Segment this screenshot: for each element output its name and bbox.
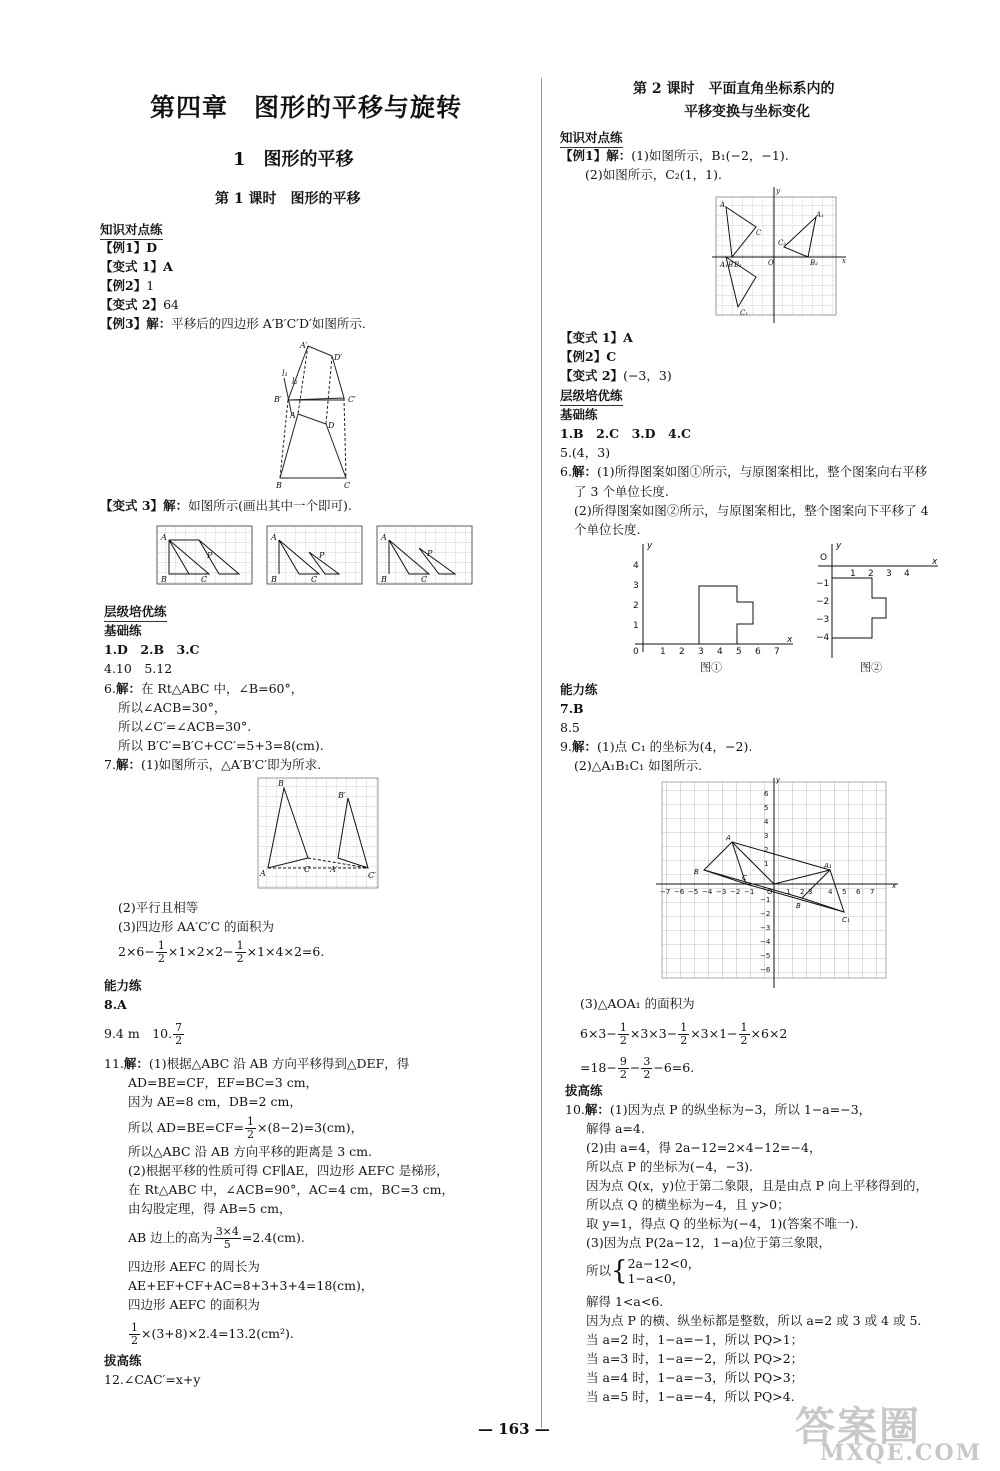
heading-tiered: 层级培优练 [104, 604, 167, 622]
text: (1)根据△ABC 沿 AB 方向平移得到△DEF，得 [148, 1056, 410, 1071]
svg-text:l₁: l₁ [282, 369, 288, 378]
num: 6. [560, 464, 572, 479]
label: 【例2】 [560, 349, 607, 364]
svg-text:A: A [260, 869, 266, 878]
fraction [739, 1022, 750, 1047]
svg-text:1: 1 [633, 621, 639, 631]
svg-text:A: A [271, 533, 277, 542]
denominator: 2 [680, 1034, 688, 1047]
svg-text:2: 2 [679, 647, 685, 657]
figure-coordinate-example1 [712, 185, 852, 325]
svg-text:A: A [726, 834, 731, 842]
jie: 解： [115, 757, 141, 772]
solution-line: 四边形 AEFC 的面积为 [128, 1297, 260, 1312]
text: 2×6− [118, 944, 155, 959]
svg-text:P: P [427, 549, 433, 558]
svg-text:6: 6 [764, 790, 769, 798]
svg-text:2: 2 [633, 601, 639, 611]
text: 9.4 m 10. [104, 1026, 173, 1041]
svg-text:O: O [768, 259, 774, 267]
heading-advanced: 拔高练 [565, 1083, 603, 1098]
svg-text:A₁: A₁ [824, 862, 832, 870]
numerator: 1 [740, 1021, 748, 1034]
watermark-logo: 答案圈 [795, 1403, 921, 1450]
fraction [156, 940, 167, 965]
svg-text:B: B [381, 575, 387, 584]
svg-text:1: 1 [850, 569, 856, 579]
svg-text:−6: −6 [674, 888, 685, 896]
svg-text:−4: −4 [702, 888, 713, 896]
text: 在 Rt△ABC 中，∠B=60°， [140, 681, 304, 696]
svg-text:3: 3 [633, 581, 639, 591]
svg-text:3: 3 [886, 569, 892, 579]
text: ×(3+8)×2.4=13.2(cm²). [141, 1326, 294, 1341]
solution-line: 四边形 AEFC 的周长为 [128, 1259, 260, 1274]
denominator: 2 [157, 952, 165, 965]
svg-text:1: 1 [660, 647, 666, 657]
svg-text:B: B [796, 902, 801, 910]
svg-text:7: 7 [870, 888, 875, 896]
solution-line: (3)因为点 P(2a−12，1−a)位于第三象限， [586, 1235, 832, 1250]
svg-text:−2: −2 [760, 910, 771, 918]
svg-text:−6: −6 [760, 966, 771, 974]
answer-line [560, 464, 927, 480]
svg-text:C: C [201, 575, 208, 584]
svg-text:−1: −1 [744, 888, 755, 896]
fraction [678, 1022, 689, 1047]
svg-text:4: 4 [828, 888, 833, 896]
svg-text:4: 4 [633, 561, 639, 571]
answer: 64 [163, 297, 179, 312]
answer-line: 12.∠CAC′=x+y [104, 1372, 201, 1387]
answer-line [100, 498, 352, 514]
fraction [245, 1116, 256, 1141]
svg-text:6: 6 [856, 888, 861, 896]
heading-ability: 能力练 [560, 682, 598, 697]
svg-text:4: 4 [904, 569, 910, 579]
svg-text:A: A [381, 533, 387, 542]
answer: 1 [146, 278, 155, 293]
svg-text:B: B [278, 779, 284, 788]
text: =2.4(cm). [241, 1230, 305, 1245]
svg-text:−5: −5 [760, 952, 771, 960]
label: 【变式 2】 [100, 297, 164, 312]
section-title: 1 图形的平移 [233, 149, 354, 170]
answer-line: 8.5 [560, 720, 580, 735]
solution-line: 由勾股定理，得 AB=5 cm， [128, 1201, 292, 1216]
solution-line: 解得 1<a<6. [586, 1294, 664, 1309]
answer-line [560, 148, 789, 164]
figure-2-translation-down [810, 540, 940, 660]
svg-text:2: 2 [868, 569, 874, 579]
svg-text:y: y [836, 541, 842, 551]
svg-text:5: 5 [736, 647, 742, 657]
svg-text:3: 3 [808, 888, 813, 896]
svg-text:C₂: C₂ [778, 239, 787, 247]
solution-line: 所以点 Q 的横坐标为−4，且 y>0； [586, 1197, 790, 1212]
text: (1)如图所示，△A′B′C′即为所求. [140, 757, 322, 772]
svg-text:2: 2 [800, 888, 805, 896]
numerator: 3×4 [215, 1225, 239, 1238]
solution-line: (2)所得图案如图②所示，与原图案相比，整个图案向下平移了 4 [574, 503, 929, 518]
svg-text:0: 0 [633, 647, 639, 657]
numerator: 1 [131, 1321, 138, 1334]
svg-text:B: B [161, 575, 167, 584]
svg-text:B′: B′ [338, 791, 346, 800]
label: 【例1】 [560, 148, 607, 163]
answer-line [104, 757, 321, 773]
svg-text:B: B [694, 868, 699, 876]
figure-quadrilateral-translation [270, 338, 370, 490]
heading-ability: 能力练 [104, 978, 142, 993]
svg-text:1: 1 [764, 860, 769, 868]
answer-line [560, 349, 616, 365]
svg-text:x: x [787, 635, 793, 645]
svg-text:A: A [161, 533, 167, 542]
svg-text:A′: A′ [330, 865, 338, 874]
solution-line: 因为 AE=8 cm，DB=2 cm， [128, 1094, 302, 1109]
solution-line: (2)根据平移的性质可得 CF∥AE，四边形 AEFC 是梯形， [128, 1163, 449, 1178]
svg-text:A: A [720, 201, 726, 209]
text: ×1×2×2− [167, 944, 234, 959]
solution-line: 因为点 Q(x，y)位于第二象限，且是由点 P 向上平移得到的， [586, 1178, 928, 1193]
answer-line [104, 681, 303, 697]
answer-line [565, 1102, 871, 1118]
solution-line: 在 Rt△ABC 中，∠ACB=90°，AC=4 cm，BC=3 cm， [128, 1182, 454, 1197]
svg-text:y: y [647, 541, 653, 551]
fraction [641, 1056, 652, 1081]
svg-text:−2: −2 [730, 888, 741, 896]
svg-text:O: O [820, 553, 828, 563]
figure-triangle-translation [256, 776, 380, 894]
svg-text:C′: C′ [348, 395, 356, 404]
figure-2-caption: 图② [860, 661, 882, 674]
svg-text:−1: −1 [760, 896, 771, 904]
solution-line: 了 3 个单位长度. [574, 484, 669, 499]
num: 6. [104, 681, 116, 696]
svg-text:D′: D′ [334, 353, 343, 362]
system-inequality [586, 1256, 700, 1290]
text: =18− [580, 1060, 617, 1075]
math-line [580, 1022, 787, 1047]
solution-line: 解得 a=4. [586, 1121, 645, 1136]
text: 所以 AD=BE=CF= [128, 1120, 244, 1135]
svg-text:4: 4 [717, 647, 723, 657]
svg-text:1: 1 [786, 888, 791, 896]
lesson2-title-line2: 平移变换与坐标变化 [684, 104, 810, 120]
numerator: 1 [680, 1021, 688, 1034]
svg-text:−7: −7 [660, 888, 671, 896]
label: 【变式 1】 [560, 330, 624, 345]
solution-line: 所以∠C′=∠ACB=30°. [118, 719, 252, 734]
svg-text:D: D [328, 421, 335, 430]
solution-line: 当 a=4 时，1−a=−3，所以 PQ>3； [586, 1370, 804, 1385]
solution-line: 取 y=1，得点 Q 的坐标为(−4，1)(答案不唯一). [586, 1216, 859, 1231]
svg-text:−4: −4 [816, 633, 830, 643]
svg-text:A₁: A₁ [720, 261, 728, 269]
text: ×(8−2)=3(cm)， [257, 1120, 364, 1135]
fraction [618, 1022, 629, 1047]
numerator: 1 [619, 1021, 627, 1034]
answer: C [606, 349, 617, 364]
answer-line [104, 1022, 185, 1047]
label: 【变式 1】 [100, 259, 164, 274]
denominator: 2 [247, 1128, 254, 1141]
answer-line: 1.D 2.B 3.C [104, 642, 200, 657]
solution-line: 所以 B′C′=B′C+CC′=5+3=8(cm). [118, 738, 324, 753]
label: 【例2】 [100, 278, 147, 293]
text: 所以 [586, 1263, 612, 1278]
heading-tiered: 层级培优练 [560, 388, 623, 406]
fraction [173, 1022, 184, 1047]
svg-text:C: C [421, 575, 428, 584]
solution-line: 所以∠ACB=30°， [118, 700, 227, 715]
watermark-url: MXQE.COM [820, 1440, 983, 1466]
svg-text:5: 5 [842, 888, 847, 896]
solution-line: (2)由 a=4，得 2a−12=2×4−12=−4， [586, 1140, 822, 1155]
text: (1)所得图案如图①所示，与原图案相比，整个图案向右平移 [596, 464, 928, 479]
answer: A [623, 330, 633, 345]
jie: 解： [571, 464, 597, 479]
denominator: 2 [236, 952, 244, 965]
denominator: 2 [131, 1334, 138, 1347]
math-line [128, 1322, 294, 1347]
text: − [629, 1060, 641, 1075]
num: 9. [560, 739, 572, 754]
svg-text:x: x [892, 882, 897, 890]
text: ×3×3− [629, 1026, 678, 1041]
answer-line [560, 739, 752, 755]
solution-line: 当 a=3 时，1−a=−2，所以 PQ>2； [586, 1351, 804, 1366]
text: ×6×2 [750, 1026, 788, 1041]
denominator: 2 [740, 1034, 748, 1047]
answer-line [100, 240, 157, 256]
svg-text:B₁: B₁ [734, 261, 742, 269]
numerator: 1 [247, 1115, 254, 1128]
svg-text:B: B [271, 575, 277, 584]
math-line [118, 940, 324, 965]
svg-text:O: O [767, 888, 773, 896]
text: 6×3− [580, 1026, 617, 1041]
num: 10. [565, 1102, 585, 1117]
svg-text:C: C [756, 229, 762, 237]
solution-line: AD=BE=CF，EF=BC=3 cm， [128, 1075, 319, 1090]
answer-line [104, 1056, 409, 1072]
svg-text:A′: A′ [300, 341, 308, 350]
svg-text:5: 5 [764, 804, 769, 812]
answer-line: 8.A [104, 997, 127, 1012]
solution-line: (3)四边形 AA′C′C 的面积为 [118, 919, 275, 934]
answer: (−3，3) [623, 368, 672, 383]
text: (1)点 C₁ 的坐标为(4，−2). [596, 739, 753, 754]
svg-text:C₁: C₁ [740, 309, 749, 317]
fraction [618, 1056, 629, 1081]
answer-line: 5.(4，3) [560, 445, 611, 460]
svg-text:−1: −1 [816, 579, 830, 589]
solution-line: (2)平行且相等 [118, 900, 199, 915]
heading-basic: 基础练 [560, 407, 598, 422]
text: (1)如图所示，B₁(−2，−1). [631, 148, 789, 163]
lesson1-title: 第 1 课时 图形的平移 [215, 191, 361, 207]
denominator: 2 [643, 1068, 651, 1081]
svg-text:7: 7 [774, 647, 780, 657]
figure-variant3-grids [155, 522, 475, 588]
jie: 解： [123, 1056, 149, 1071]
answer: D [146, 240, 158, 255]
svg-text:x: x [932, 557, 938, 567]
svg-text:C′: C′ [368, 871, 376, 880]
svg-text:P: P [207, 551, 213, 560]
jie: 解： [146, 316, 172, 331]
column-divider [541, 78, 542, 1428]
denominator: 5 [223, 1238, 231, 1251]
answer-line [100, 297, 179, 313]
answer-line: 1.B 2.C 3.D 4.C [560, 426, 691, 441]
label: 【例3】 [100, 316, 147, 331]
inequality-top: 2a−12<0， [627, 1256, 701, 1271]
svg-text:3: 3 [698, 647, 704, 657]
jie: 解： [115, 681, 141, 696]
num: 7. [104, 757, 116, 772]
svg-text:−3: −3 [816, 615, 830, 625]
solution-line: 所以△ABC 沿 AB 方向平移的距离是 3 cm. [128, 1144, 372, 1159]
numerator: 1 [236, 939, 244, 952]
figure-coordinate-triangle [652, 776, 900, 991]
solution-line: (2)△A₁B₁C₁ 如图所示. [574, 758, 703, 773]
text: 平移后的四边形 A′B′C′D′如图所示. [171, 316, 366, 331]
fraction [129, 1322, 140, 1347]
solution-line: 当 a=2 时，1−a=−1，所以 PQ>1； [586, 1332, 804, 1347]
figure-1-caption: 图① [700, 661, 722, 674]
svg-text:3: 3 [764, 832, 769, 840]
answer-line [100, 316, 366, 332]
brace-icon: { [611, 1256, 628, 1286]
solution-line: AE+EF+CF+AC=8+3+3+4=18(cm)， [128, 1278, 374, 1293]
heading-basic: 基础练 [104, 623, 142, 638]
svg-text:B: B [276, 481, 282, 490]
label: 【例1】 [100, 240, 147, 255]
math-line [580, 1056, 694, 1081]
svg-text:B′: B′ [274, 395, 282, 404]
svg-text:A₁: A₁ [816, 211, 824, 219]
numerator: 1 [157, 939, 165, 952]
svg-text:P: P [319, 551, 325, 560]
answer-line: 4.10 5.12 [104, 661, 173, 676]
text: (1)因为点 P 的纵坐标为−3，所以 1−a=−3， [609, 1102, 872, 1117]
fraction [214, 1226, 241, 1251]
svg-text:C: C [311, 575, 318, 584]
svg-text:−5: −5 [688, 888, 699, 896]
answer-line: 7.B [560, 701, 584, 716]
svg-text:6: 6 [755, 647, 761, 657]
svg-text:B: B [728, 261, 734, 269]
svg-text:−3: −3 [716, 888, 727, 896]
svg-text:4: 4 [764, 818, 769, 826]
chapter-title: 第四章 图形的平移与旋转 [150, 93, 463, 122]
answer-line [560, 368, 672, 384]
text: −6=6. [653, 1060, 695, 1075]
jie: 解： [571, 739, 597, 754]
solution-line: 因为点 P 的横、纵坐标都是整数，所以 a=2 或 3 或 4 或 5. [586, 1313, 922, 1328]
jie: 解： [606, 148, 632, 163]
numerator: 7 [175, 1021, 183, 1034]
svg-text:B₂: B₂ [810, 259, 818, 267]
text: ×1×4×2=6. [246, 944, 325, 959]
svg-text:x: x [842, 257, 846, 265]
figure-1-translation-right [625, 540, 795, 670]
svg-text:y: y [776, 776, 781, 784]
svg-text:C: C [304, 865, 311, 874]
solution-line: (3)△AOA₁ 的面积为 [580, 996, 695, 1011]
svg-text:A: A [290, 411, 296, 420]
num: 11. [104, 1056, 124, 1071]
answer-line [100, 259, 173, 275]
svg-text:y: y [776, 187, 780, 195]
svg-text:C: C [742, 874, 747, 882]
lesson2-title-line1: 第 2 课时 平面直角坐标系内的 [633, 81, 835, 97]
svg-text:−4: −4 [760, 938, 771, 946]
numerator: 3 [643, 1055, 651, 1068]
inequalities [628, 1256, 701, 1286]
svg-text:C₁: C₁ [842, 916, 850, 924]
svg-text:2: 2 [764, 846, 769, 854]
solution-line: 当 a=5 时，1−a=−4，所以 PQ>4. [586, 1389, 795, 1404]
denominator: 2 [175, 1034, 183, 1047]
svg-text:−3: −3 [760, 924, 771, 932]
answer-line [560, 330, 633, 346]
math-line [128, 1226, 305, 1251]
jie: 解： [163, 498, 189, 513]
text: ×3×1− [690, 1026, 738, 1041]
svg-text:l₂: l₂ [292, 377, 298, 386]
page-number: — 163 — [478, 1420, 550, 1438]
svg-text:−2: −2 [816, 597, 830, 607]
svg-text:C: C [344, 481, 351, 490]
denominator: 2 [619, 1068, 627, 1081]
solution-line: 所以点 P 的坐标为(−4，−3). [586, 1159, 753, 1174]
inequality-bottom: 1−a<0， [627, 1271, 685, 1286]
label: 【变式 2】 [560, 368, 624, 383]
solution-line: 个单位长度. [574, 522, 641, 537]
label: 【变式 3】 [100, 498, 164, 513]
denominator: 2 [619, 1034, 627, 1047]
heading-knowledge: 知识对点练 [100, 222, 163, 240]
heading-knowledge: 知识对点练 [560, 130, 623, 148]
text: 如图所示(画出其中一个即可). [188, 498, 352, 513]
heading-advanced: 拔高练 [104, 1353, 142, 1368]
answer-line [100, 278, 154, 294]
answer: A [163, 259, 173, 274]
math-line [128, 1116, 363, 1141]
jie: 解： [584, 1102, 610, 1117]
numerator: 9 [619, 1055, 627, 1068]
text: AB 边上的高为 [128, 1230, 213, 1245]
solution-line: (2)如图所示，C₂(1，1). [585, 167, 722, 182]
fraction [235, 940, 246, 965]
